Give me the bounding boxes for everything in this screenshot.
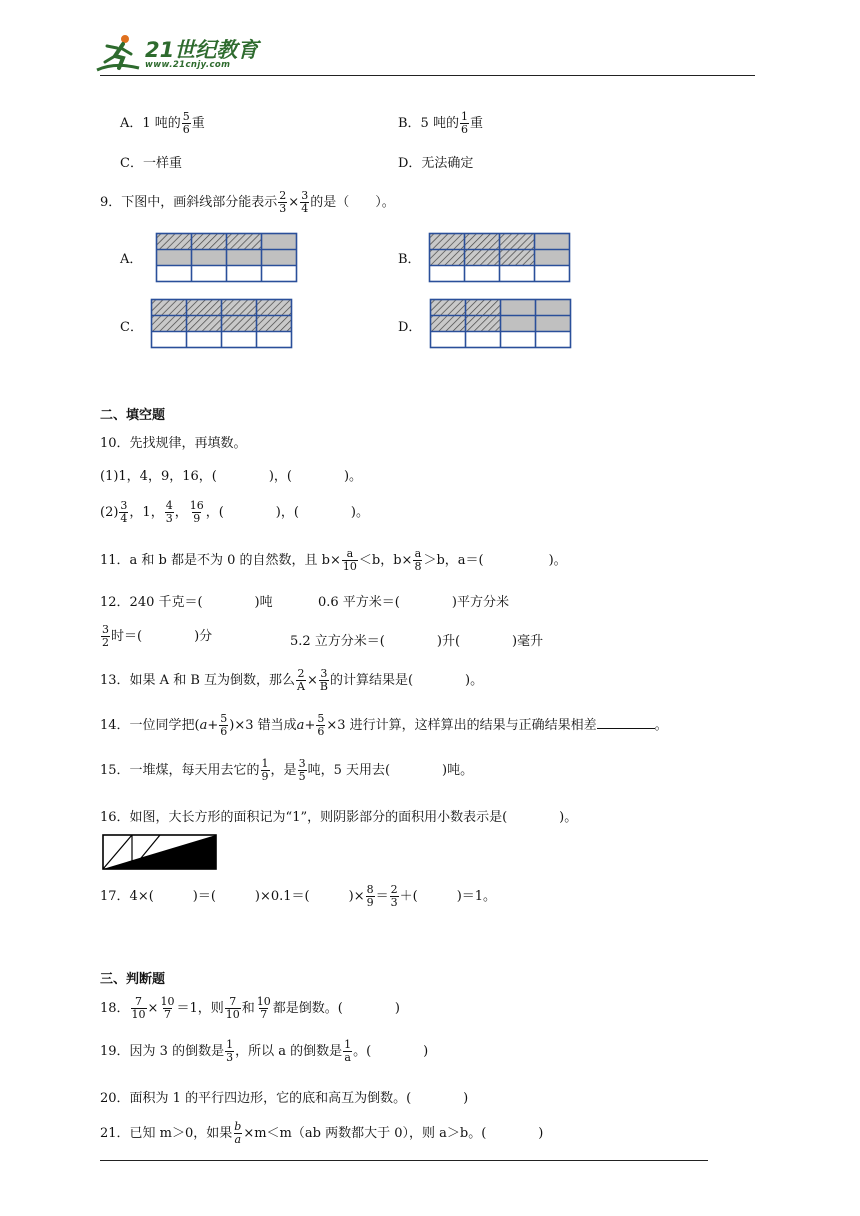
q10-title: 10．先找规律，再填数。	[100, 436, 247, 451]
q20: 20．面积为 1 的平行四边形，它的底和高互为倒数。( )	[100, 1091, 469, 1106]
q8-option-c: C．一样重	[120, 156, 182, 171]
q17: 17．4×( )＝( )×0.1＝( )× $\frac{8}{9}$ ＝ $\frac{2}{3}$ ＋( )＝1。	[100, 883, 497, 909]
q19: 19．因为 3 的倒数是 $\frac{1}{3}$ ，所以 a 的倒数是 $\frac{1}{a}$ 。( )	[100, 1038, 429, 1064]
q9-figure-d	[429, 298, 572, 349]
q12-line2a: $\frac{3}{2}$ 时＝( )分	[102, 623, 213, 649]
q21: 21．已知 m＞0，如果 $\frac{b}{a}$ ×m＜m（ab 两数都大于 0），则 a＞b。( )	[100, 1120, 544, 1146]
logo	[95, 32, 265, 77]
q11: 11．a 和 b 都是不为 0 的自然数，且 b× $\frac{a}{10}$ ＜b，b× $\frac{a}{8}$ ＞b，a＝( )。	[100, 547, 567, 573]
q8-option-d: D．无法确定	[398, 156, 474, 171]
logo-url: www.21cnjy.com	[145, 60, 231, 70]
q9-label-d: D．	[398, 320, 422, 335]
footer-divider	[100, 1160, 708, 1161]
section-title-fill-in: 二、填空题	[100, 408, 166, 423]
q10-part2: (2) $\frac{3}{4}$ ，1， $\frac{4}{3}$ ， $\frac{16}{9}$ ，( )，( )。	[100, 499, 370, 525]
q13: 13．如果 A 和 B 互为倒数，那么 $\frac{2}{A}$ × $\frac{3}{B}$ 的计算结果是( )。	[100, 667, 484, 693]
q9-label-b: B．	[398, 252, 421, 267]
q9-figure-b	[428, 232, 571, 283]
q9-label-c: C．	[120, 320, 143, 335]
q9-label-a: A．	[120, 252, 143, 267]
q9-question: 9．下图中，画斜线部分能表示 $\frac{2}{3}$ × $\frac{3}{4}$ 的是（ ）。	[100, 189, 395, 215]
q8-option-a: A．1 吨的 $\frac{5}{6}$ 重	[120, 110, 205, 136]
q14: 14．一位同学把(a+ $\frac{5}{6}$ )×3 错当成a+ $\frac{5}{6}$ ×3 进行计算，这样算出的结果与正确结果相差 。	[100, 712, 668, 738]
q12-line1b: 0.6 平方米＝( )平方分米	[318, 595, 509, 610]
header-divider	[100, 75, 755, 76]
q9-figure-a	[155, 232, 298, 283]
logo-text: 21世纪教育	[145, 38, 259, 62]
q16-figure	[102, 834, 218, 872]
q16: 16．如图，大长方形的面积记为“1”，则阴影部分的面积用小数表示是( )。	[100, 810, 578, 825]
q9-figure-c	[150, 298, 293, 349]
q8-option-b: B．5 吨的 $\frac{1}{6}$ 重	[398, 110, 483, 136]
q12-line1a: 12．240 千克＝( )吨	[100, 595, 273, 610]
q10-part1: (1)1，4，9，16，( )，( )。	[100, 469, 363, 484]
q15: 15．一堆煤，每天用去它的 $\frac{1}{9}$ ，是 $\frac{3}{5}$ 吨，5 天用去( )吨。	[100, 757, 474, 783]
q12-line2b: 5.2 立方分米＝( )升( )毫升	[290, 634, 544, 649]
runner-logo-icon	[95, 32, 143, 77]
q18: 18． $\frac{7}{10}$ × $\frac{10}{7}$ ＝1，则 $\frac{7}{10}$ 和 $\frac{10}{7}$ 都是倒数。( )	[100, 995, 400, 1021]
section-title-judgement: 三、判断题	[100, 972, 166, 987]
answer-blank[interactable]	[597, 718, 655, 729]
